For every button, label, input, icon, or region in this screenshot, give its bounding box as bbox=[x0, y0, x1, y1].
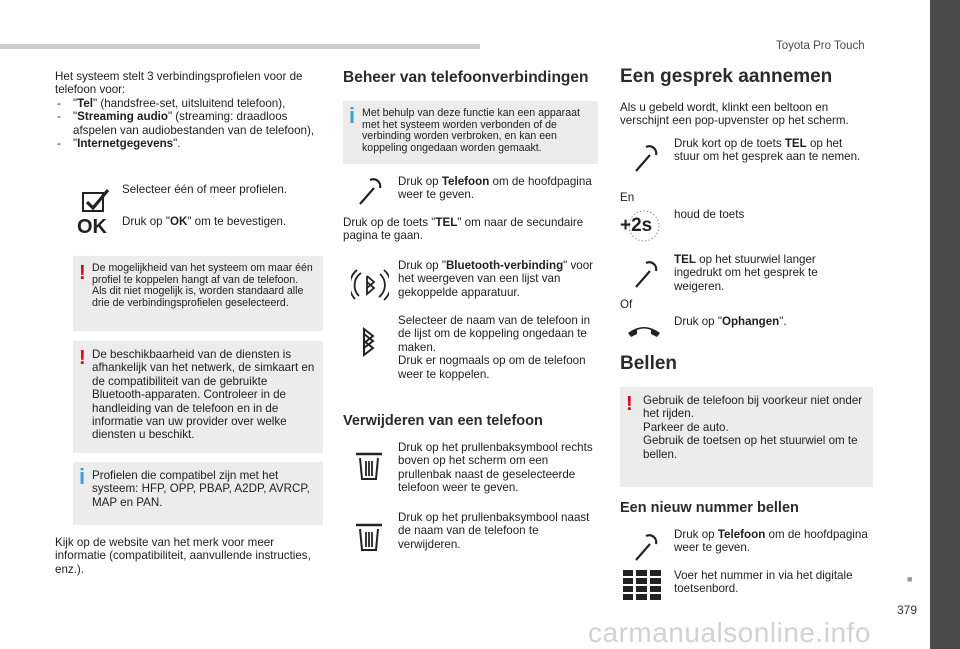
step-open-phone: Druk op Telefoon om de hoofdpagina weer te geven. bbox=[674, 528, 868, 555]
info-icon: i bbox=[349, 103, 356, 128]
step-select-profiles: Selecteer één of meer profielen. bbox=[122, 183, 287, 196]
warning-box-driving: ! Gebruik de telefoon bij voorkeur niet onder het rijden. Parkeer de auto. Gebruik de toetsen op het stuurwiel om te bellen. bbox=[620, 387, 873, 487]
side-bar bbox=[930, 0, 960, 649]
step-reject: TEL op het stuurwiel langer ingedrukt om het gesprek te weigeren. bbox=[674, 253, 818, 293]
footer-note: Kijk op de website van het merk voor meer informatie (compatibiliteit, aanvullende instructies, enz.). bbox=[55, 536, 311, 576]
touch-icon bbox=[628, 530, 662, 564]
warning-box-services: ! De beschikbaarheid van de diensten is afhankelijk van het netwerk, de simkaart en de compatibiliteit van de gebruikte Bluetooth-apparaten. Controleer in de handleiding van de telefoon en in de informatie van uw provider over welke diensten u beschikt. bbox=[73, 341, 323, 453]
step-answer: Druk kort op de toets TEL op het stuur om het gesprek aan te nemen. bbox=[674, 137, 861, 164]
step-bluetooth: Druk op "Bluetooth-verbinding" voor het weergeven van een lijst van gekoppelde apparatuur. bbox=[398, 259, 594, 299]
bluetooth-icon bbox=[352, 325, 386, 359]
section-title-answer: Een gesprek aannemen bbox=[620, 66, 833, 87]
section-title-manage: Beheer van telefoonverbindingen bbox=[343, 69, 589, 86]
step-hang-up: Druk op "Ophangen". bbox=[674, 315, 787, 328]
label-of: Of bbox=[620, 298, 633, 311]
step-select-phone: Selecteer de naam van de telefoon in de lijst om de koppeling ongedaan te maken. Druk er nogmaals op om de telefoon weer te koppelen. bbox=[398, 314, 591, 381]
step-hold: houd de toets bbox=[674, 208, 745, 221]
watermark: carmanualsonline.info bbox=[588, 617, 871, 648]
step-trash-phone: Druk op het prullenbaksymbool naast de naam van de telefoon te verwijderen. bbox=[398, 511, 590, 551]
ok-icon: OK bbox=[77, 216, 107, 238]
keypad-icon bbox=[623, 570, 661, 600]
section-title-delete: Verwijderen van een telefoon bbox=[343, 413, 543, 429]
hold-2s-icon: +2s bbox=[618, 208, 662, 244]
warning-icon: ! bbox=[79, 262, 86, 284]
answer-intro: Als u gebeld wordt, klinkt een beltoon en verschijnt een pop-upvenster op het scherm. bbox=[620, 101, 849, 128]
bluetooth-connection-icon bbox=[351, 266, 389, 304]
section-title-new-number: Een nieuw nummer bellen bbox=[620, 500, 799, 516]
touch-icon bbox=[628, 141, 662, 175]
header-title: Toyota Pro Touch bbox=[776, 40, 865, 52]
trash-icon bbox=[352, 448, 386, 482]
tel-paragraph: Druk op de toets "TEL" om naar de secundaire pagina te gaan. bbox=[343, 216, 584, 243]
list-item: - "Streaming audio" (streaming: draadloos afspelen van audiobestanden van de telefoon), bbox=[55, 110, 320, 137]
trash-icon bbox=[352, 519, 386, 553]
page-number: 379 bbox=[897, 603, 918, 617]
info-box-profiles: i Profielen die compatibel zijn met het systeem: HFP, OPP, PBAP, A2DP, AVRCP, MAP en PAN. bbox=[73, 462, 323, 525]
header-rule bbox=[0, 44, 480, 49]
step-open-phone: Druk op Telefoon om de hoofdpagina weer te geven. bbox=[398, 175, 592, 202]
touch-icon bbox=[352, 174, 386, 208]
section-title-call: Bellen bbox=[620, 353, 678, 374]
hang-up-icon bbox=[624, 311, 664, 345]
list-item: - "Tel" (handsfree-set, uitsluitend telefoon), bbox=[55, 97, 320, 110]
step-keypad: Voer het nummer in via het digitale toetsenbord. bbox=[674, 569, 853, 596]
info-box-manage: i Met behulp van deze functie kan een apparaat met het systeem worden verbonden of de verbinding worden verbroken, en kan een koppeling ongedaan worden gemaakt. bbox=[343, 101, 598, 164]
list-item: - "Internetgegevens". bbox=[55, 137, 320, 150]
intro-text: Het systeem stelt 3 verbindingsprofielen voor de telefoon voor: - "Tel" (handsfree-set, uitsluitend telefoon), - "Streaming audio" (streaming: draadloos afspelen van audiobestanden van de telefoon), - "Internetgegevens". bbox=[55, 70, 320, 150]
warning-box-profile: ! De mogelijkheid van het systeem om maar één profiel te koppelen hangt af van de telefoon. Als dit niet mogelijk is, worden standaard alle drie de verbindingsprofielen geselecteerd. bbox=[73, 256, 323, 331]
profile-list bbox=[55, 97, 320, 151]
continue-mark: ■ bbox=[907, 574, 913, 584]
warning-icon: ! bbox=[626, 393, 633, 415]
info-icon: i bbox=[79, 464, 86, 489]
warning-icon: ! bbox=[79, 347, 86, 369]
checkbox-icon bbox=[78, 183, 112, 217]
touch-icon bbox=[628, 257, 662, 291]
step-trash-top: Druk op het prullenbaksymbool rechts boven op het scherm om een prullenbak naast de geselecteerde telefoon weer te geven. bbox=[398, 441, 593, 495]
label-en: En bbox=[620, 191, 635, 204]
step-confirm: Druk op "OK" om te bevestigen. bbox=[122, 215, 287, 228]
